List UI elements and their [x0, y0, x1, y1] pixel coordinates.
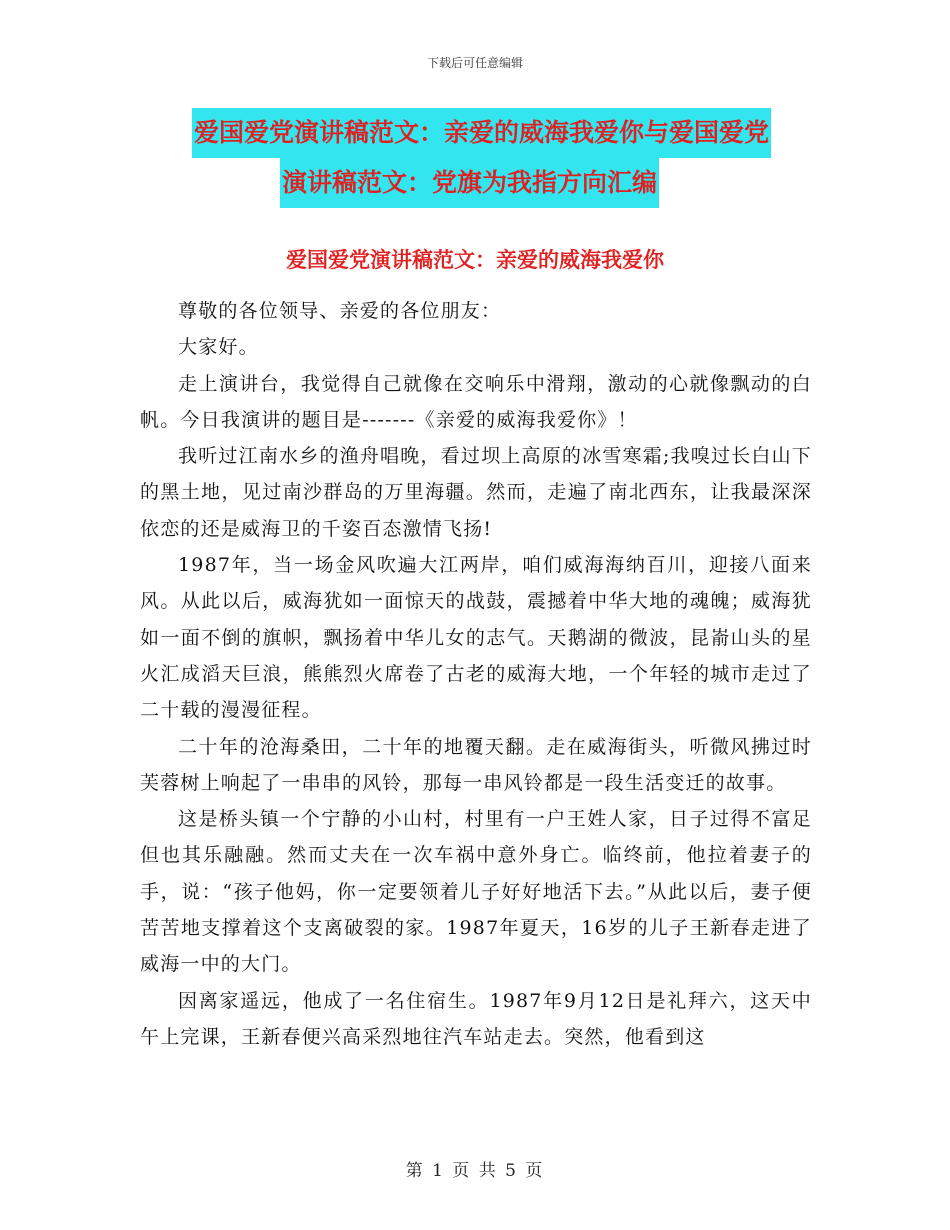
- section-heading: 爱国爱党演讲稿范文：亲爱的威海我爱你: [286, 248, 664, 272]
- document-title-line-2: 演讲稿范文：党旗为我指方向汇编: [280, 158, 659, 208]
- document-title: [140, 108, 820, 208]
- paragraph-1987: 1987年，当一场金风吹遍大江两岸，咱们威海海纳百川，迎接八面来风。从此以后，威海犹如一面惊天的战鼓，震撼着中华大地的魂魄；威海犹如一面不倒的旗帜，飘扬着中华儿女的志气。天鹅湖的微波，昆嵛山头的星火汇成滔天巨浪，熊熊烈火席卷了古老的威海大地，一个年轻的城市走过了二十载的漫漫征程。: [140, 554, 812, 722]
- paragraph-village-story: 这是桥头镇一个宁静的小山村，村里有一户王姓人家，日子过得不富足但也其乐融融。然而丈夫在一次车祸中意外身亡。临终前，他拉着妻子的手，说：“孩子他妈，你一定要领着儿子好好地活下去。”从此以后，妻子便苦苦地支撑着这个支离破裂的家。1987年夏天，16岁的儿子王新春走进了威海一中的大门。: [140, 808, 812, 976]
- page-number-footer: 第 1 页 共 5 页: [405, 1161, 545, 1181]
- speech-body: [140, 293, 812, 1055]
- paragraph-opening: 走上演讲台，我觉得自己就像在交响乐中滑翔，激动的心就像飘动的白帆。今日我演讲的题目是-------《亲爱的威海我爱你》！: [140, 372, 812, 431]
- paragraph-twenty-years: 二十年的沧海桑田，二十年的地覆天翻。走在威海街头，听微风拂过时芙蓉树上响起了一串串的风铃，那每一串风铃都是一段生活变迁的故事。: [140, 735, 812, 794]
- page-header-note: 下载后可任意编辑: [426, 56, 523, 70]
- paragraph-greeting: 大家好。: [178, 336, 259, 359]
- paragraph-boarding-student: 因离家遥远，他成了一名住宿生。1987年9月12日是礼拜六，这天中午上完课，王新春便兴高采烈地往汽车站走去。突然，他看到这: [140, 989, 812, 1048]
- document-title-line-1: 爱国爱党演讲稿范文：亲爱的威海我爱你与爱国爱党: [192, 108, 771, 158]
- paragraph-salutation: 尊敬的各位领导、亲爱的各位朋友：: [178, 300, 502, 322]
- paragraph-travels: 我听过江南水乡的渔舟唱晚，看过坝上高原的冰雪寒霜;我嗅过长白山下的黑土地，见过南沙群岛的万里海疆。然而，走遍了南北西东，让我最深深依恋的还是威海卫的千姿百态激情飞扬!: [140, 445, 812, 540]
